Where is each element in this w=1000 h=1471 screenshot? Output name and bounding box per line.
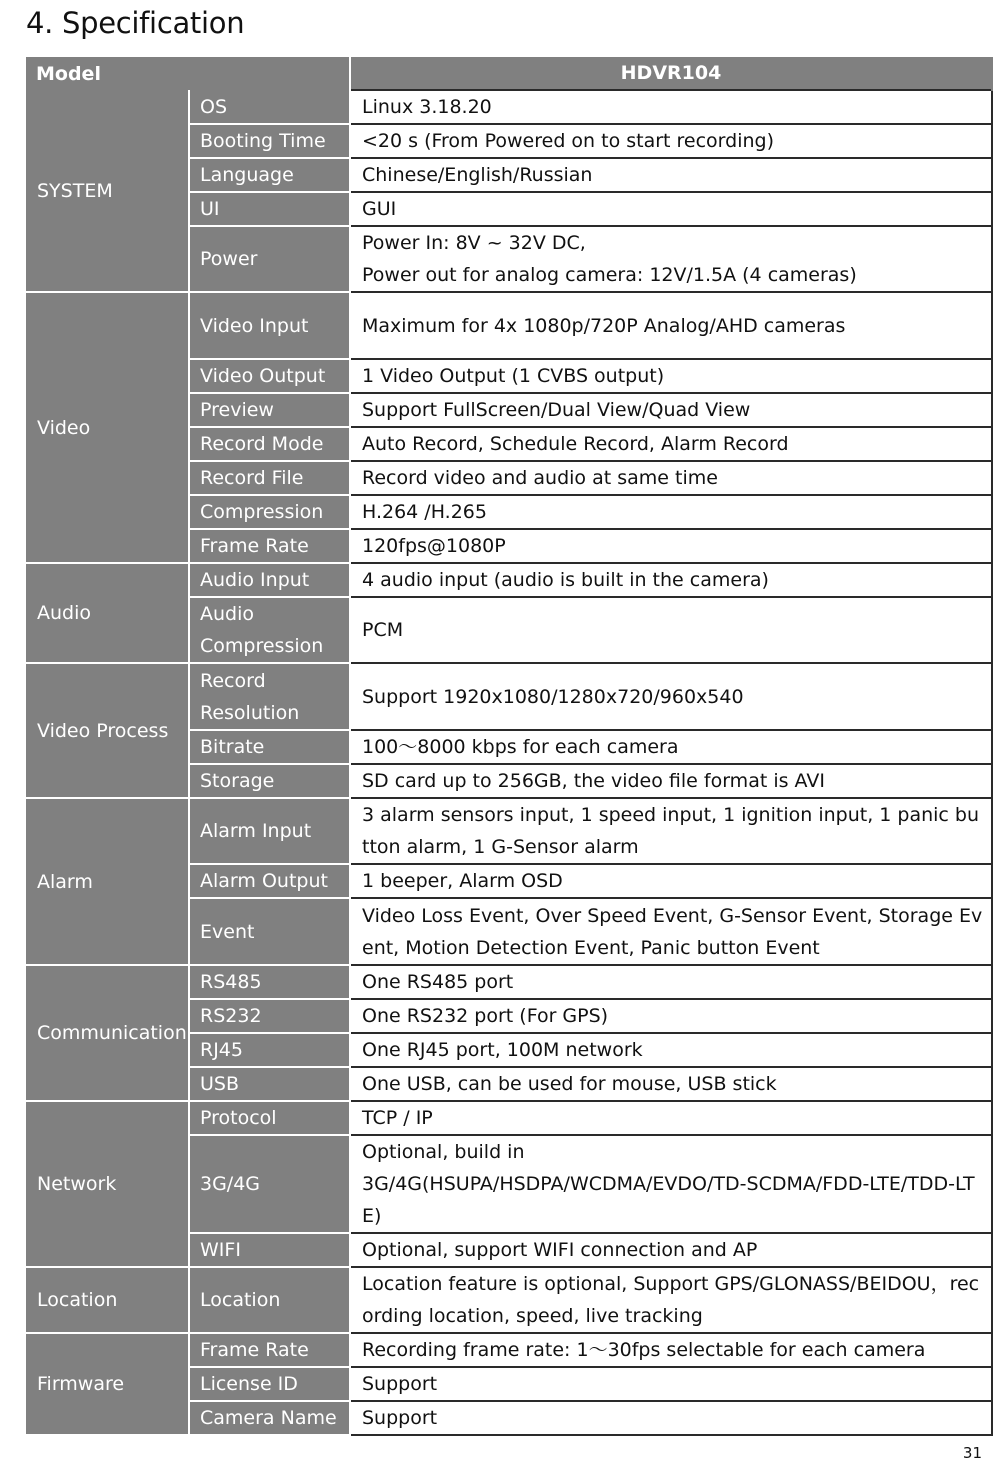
spec-value-cell: SD card up to 256GB, the video file format is AVI bbox=[350, 764, 992, 798]
category-cell: Network bbox=[26, 1101, 189, 1267]
spec-value-cell: 120fps@1080P bbox=[350, 529, 992, 563]
spec-value-cell: Record video and audio at same time bbox=[350, 461, 992, 495]
spec-label-cell: License ID bbox=[189, 1367, 350, 1401]
spec-value-cell: Location feature is optional, Support GPS/GLONASS/BEIDOU，recording location, speed, live tracking bbox=[350, 1267, 992, 1333]
spec-value-cell: Power In: 8V ~ 32V DC, Power out for analog camera: 12V/1.5A (4 cameras) bbox=[350, 226, 992, 292]
spec-value-cell: Support 1920x1080/1280x720/960x540 bbox=[350, 663, 992, 730]
spec-label-cell: WIFI bbox=[189, 1233, 350, 1267]
category-cell: Alarm bbox=[26, 798, 189, 965]
spec-value-cell: Linux 3.18.20 bbox=[350, 90, 992, 124]
spec-label-cell: RS232 bbox=[189, 999, 350, 1033]
spec-value-cell: Video Loss Event, Over Speed Event, G-Sensor Event, Storage Event, Motion Detection Event, Panic button Event bbox=[350, 898, 992, 965]
table-row bbox=[26, 965, 992, 999]
spec-label-cell: Event bbox=[189, 898, 350, 965]
category-cell: Communication bbox=[26, 965, 189, 1101]
spec-value-cell: 1 beeper, Alarm OSD bbox=[350, 864, 992, 898]
category-cell: Video bbox=[26, 292, 189, 563]
model-label: Model bbox=[26, 57, 350, 90]
spec-label-cell: Audio Input bbox=[189, 563, 350, 597]
table-row bbox=[26, 1333, 992, 1367]
category-cell: Firmware bbox=[26, 1333, 189, 1435]
spec-label-cell: USB bbox=[189, 1067, 350, 1101]
spec-value-cell: 4 audio input (audio is built in the camera) bbox=[350, 563, 992, 597]
spec-label-cell: Language bbox=[189, 158, 350, 192]
spec-value-cell: Support FullScreen/Dual View/Quad View bbox=[350, 393, 992, 427]
spec-value-cell: Maximum for 4x 1080p/720P Analog/AHD cameras bbox=[350, 292, 992, 359]
spec-label-cell: Alarm Input bbox=[189, 798, 350, 864]
spec-label-cell: Compression bbox=[189, 495, 350, 529]
spec-table bbox=[26, 57, 993, 1436]
spec-value-cell: PCM bbox=[350, 597, 992, 663]
spec-label-cell: 3G/4G bbox=[189, 1135, 350, 1233]
table-header-row bbox=[26, 57, 992, 90]
spec-value-cell: H.264 /H.265 bbox=[350, 495, 992, 529]
spec-value-cell: GUI bbox=[350, 192, 992, 226]
spec-label-cell: Audio Compression bbox=[189, 597, 350, 663]
table-row bbox=[26, 563, 992, 597]
spec-label-cell: Location bbox=[189, 1267, 350, 1333]
spec-value-cell: One RJ45 port, 100M network bbox=[350, 1033, 992, 1067]
spec-label-cell: Record Resolution bbox=[189, 663, 350, 730]
model-value: HDVR104 bbox=[350, 57, 992, 90]
category-cell: Audio bbox=[26, 563, 189, 663]
page-title: 4. Specification bbox=[26, 6, 245, 40]
spec-label-cell: Video Input bbox=[189, 292, 350, 359]
spec-value-cell: One RS232 port (For GPS) bbox=[350, 999, 992, 1033]
spec-label-cell: Preview bbox=[189, 393, 350, 427]
spec-label-cell: Protocol bbox=[189, 1101, 350, 1135]
table-row bbox=[26, 1101, 992, 1135]
spec-label-cell: UI bbox=[189, 192, 350, 226]
spec-label-cell: Power bbox=[189, 226, 350, 292]
category-cell: SYSTEM bbox=[26, 90, 189, 292]
spec-value-cell: One USB, can be used for mouse, USB stick bbox=[350, 1067, 992, 1101]
table-row bbox=[26, 90, 992, 124]
spec-value-cell: Chinese/English/Russian bbox=[350, 158, 992, 192]
spec-label-cell: Alarm Output bbox=[189, 864, 350, 898]
spec-value-cell: One RS485 port bbox=[350, 965, 992, 999]
spec-label-cell: Booting Time bbox=[189, 124, 350, 158]
spec-label-cell: RJ45 bbox=[189, 1033, 350, 1067]
spec-label-cell: Record Mode bbox=[189, 427, 350, 461]
page-number: 31 bbox=[962, 1444, 982, 1462]
table-row bbox=[26, 798, 992, 864]
spec-value-cell: Optional, build in 3G/4G(HSUPA/HSDPA/WCDMA/EVDO/TD-SCDMA/FDD-LTE/TDD-LTE) bbox=[350, 1135, 992, 1233]
spec-label-cell: Record File bbox=[189, 461, 350, 495]
spec-value-cell: 1 Video Output (1 CVBS output) bbox=[350, 359, 992, 393]
spec-value-cell: Support bbox=[350, 1401, 992, 1435]
spec-value-cell: 100～8000 kbps for each camera bbox=[350, 730, 992, 764]
spec-value-cell: 3 alarm sensors input, 1 speed input, 1 ignition input, 1 panic button alarm, 1 G-Sensor alarm bbox=[350, 798, 992, 864]
spec-label-cell: Frame Rate bbox=[189, 529, 350, 563]
spec-label-cell: Storage bbox=[189, 764, 350, 798]
spec-value-cell: Support bbox=[350, 1367, 992, 1401]
spec-value-cell: Recording frame rate: 1～30fps selectable for each camera bbox=[350, 1333, 992, 1367]
spec-label-cell: Frame Rate bbox=[189, 1333, 350, 1367]
table-row bbox=[26, 292, 992, 359]
spec-label-cell: OS bbox=[189, 90, 350, 124]
table-row bbox=[26, 663, 992, 730]
spec-value-cell: Optional, support WIFI connection and AP bbox=[350, 1233, 992, 1267]
spec-label-cell: Video Output bbox=[189, 359, 350, 393]
category-cell: Video Process bbox=[26, 663, 189, 798]
spec-value-cell: <20 s (From Powered on to start recording) bbox=[350, 124, 992, 158]
category-cell: Location bbox=[26, 1267, 189, 1333]
spec-label-cell: Bitrate bbox=[189, 730, 350, 764]
spec-label-cell: RS485 bbox=[189, 965, 350, 999]
spec-value-cell: TCP / IP bbox=[350, 1101, 992, 1135]
table-row bbox=[26, 1267, 992, 1333]
spec-value-cell: Auto Record, Schedule Record, Alarm Record bbox=[350, 427, 992, 461]
spec-label-cell: Camera Name bbox=[189, 1401, 350, 1435]
